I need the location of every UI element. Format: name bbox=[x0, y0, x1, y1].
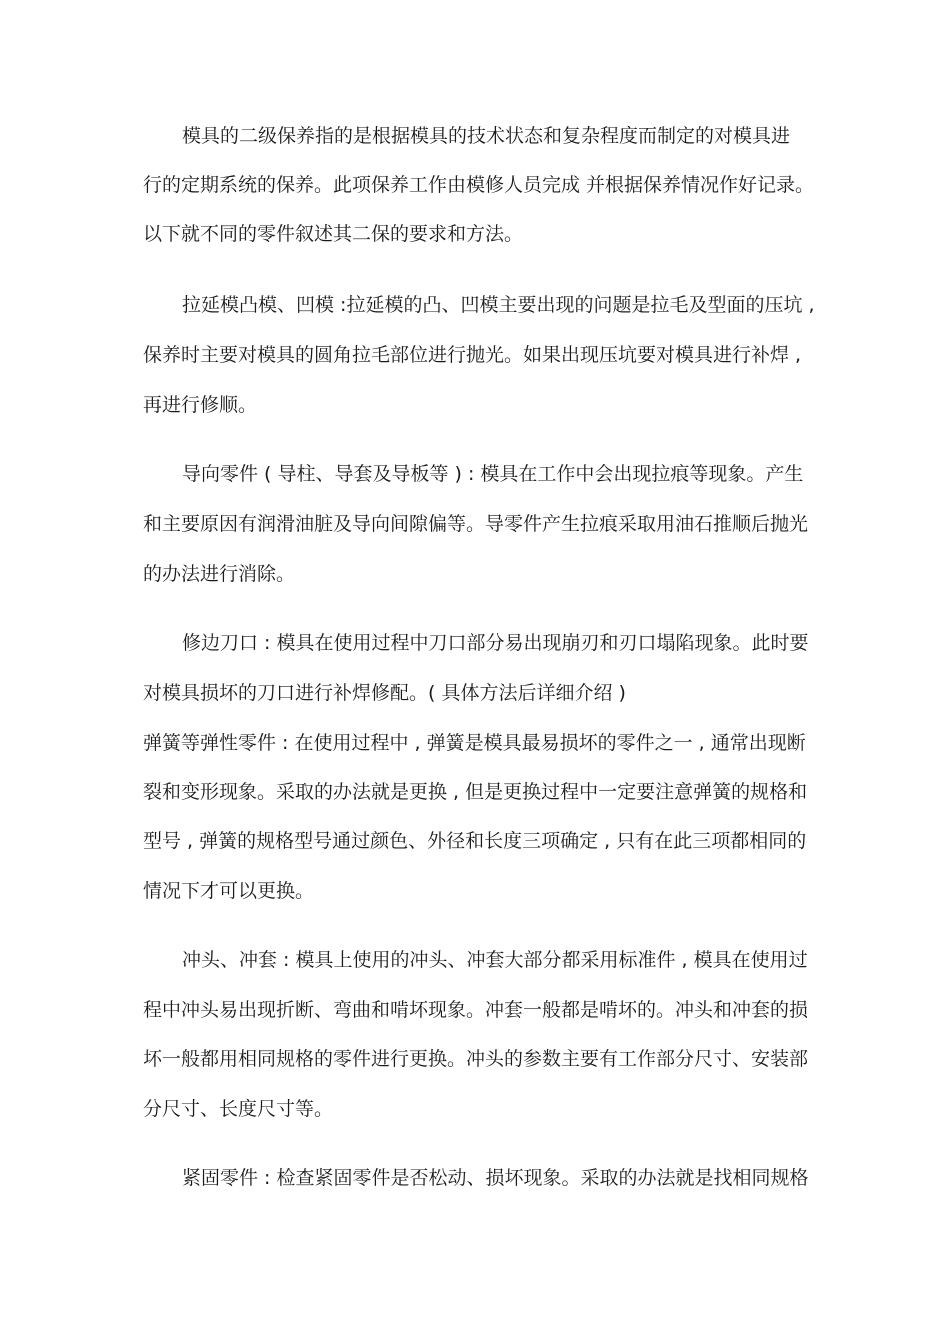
paragraph-6-line-3: 坏一般都用相同规格的零件进行更换。冲头的参数主要有工作部分尺寸、安装部 bbox=[143, 1048, 809, 1070]
paragraph-4-line-2: 对模具损坏的刀口进行补焊修配。( 具体方法后详细介绍 ) bbox=[143, 682, 626, 704]
paragraph-3-line-1: 导向零件 ( 导柱、导套及导板等 ) : 模具在工作中会出现拉痕等现象。产生 bbox=[182, 463, 804, 485]
paragraph-5-line-2: 裂和变形现象。采取的办法就是更换 , 但是更换过程中一定要注意弹簧的规格和 bbox=[143, 781, 808, 803]
paragraph-6-line-1: 冲头、冲套 : 模具上使用的冲头、冲套大部分都采用标准件 , 模具在使用过 bbox=[182, 949, 808, 971]
paragraph-1-line-2: 行的定期系统的保养。此项保养工作由模修人员完成 并根据保养情况作好记录。 bbox=[143, 174, 815, 196]
paragraph-5-line-4: 情况下才可以更换。 bbox=[143, 880, 315, 902]
paragraph-3-line-2: 和主要原因有润滑油脏及导向间隙偏等。导零件产生拉痕采取用油石推顺后抛光 bbox=[143, 513, 809, 535]
paragraph-2-line-2: 保养时主要对模具的圆角拉毛部位进行抛光。如果出现压坑要对模具进行补焊 , bbox=[143, 344, 802, 366]
paragraph-1-line-3: 以下就不同的零件叙述其二保的要求和方法。 bbox=[143, 223, 524, 245]
paragraph-2-line-3: 再进行修顺。 bbox=[143, 394, 258, 416]
paragraph-6-line-4: 分尺寸、长度尺寸等。 bbox=[143, 1098, 334, 1120]
paragraph-1-line-1: 模具的二级保养指的是根据模具的技术状态和复杂程度而制定的对模具进 bbox=[182, 125, 791, 147]
paragraph-5-line-1: 弹簧等弹性零件 : 在使用过程中 , 弹簧是模具最易损坏的零件之一 , 通常出现断 bbox=[143, 732, 806, 754]
paragraph-7-line-1: 紧固零件 : 检查紧固零件是否松动、损坏现象。采取的办法就是找相同规格 bbox=[182, 1167, 809, 1189]
paragraph-3-line-3: 的办法进行消除。 bbox=[143, 563, 296, 585]
paragraph-6-line-2: 程中冲头易出现折断、弯曲和啃坏现象。冲套一般都是啃坏的。冲头和冲套的损 bbox=[143, 999, 809, 1021]
paragraph-5-line-3: 型号 , 弹簧的规格型号通过颜色、外径和长度三项确定 , 只有在此三项都相同的 bbox=[143, 830, 807, 852]
paragraph-4-line-1: 修边刀口 : 模具在使用过程中刀口部分易出现崩刃和刃口塌陷现象。此时要 bbox=[182, 632, 809, 654]
paragraph-2-line-1: 拉延模凸模、凹模 :拉延模的凸、凹模主要出现的问题是拉毛及型面的压坑 , bbox=[182, 294, 815, 316]
